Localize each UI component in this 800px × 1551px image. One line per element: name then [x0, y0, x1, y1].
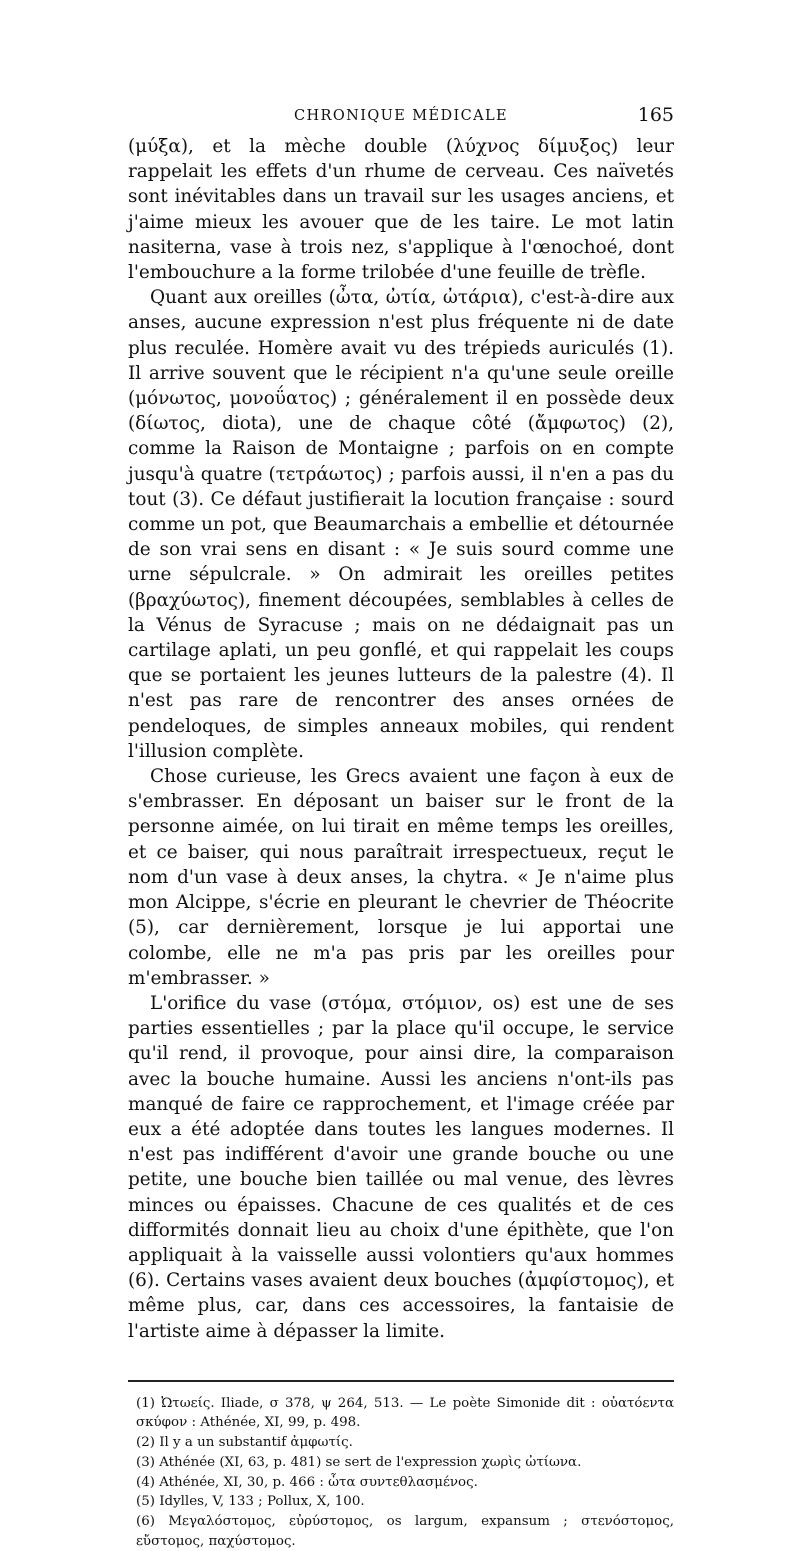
paragraph-1: (μύξα), et la mèche double (λύχνος δίμυξος) leur rappelait les effets d'un rhume de cerveau. Ces naïvetés sont inévitables dans un travail sur les usages anciens, et j'aime mieux les avouer que de les taire. Le mot latin nasiterna, vase à trois nez, s'applique à l'œnochoé, dont l'embouchure a la forme trilobée d'une feuille de trèfle.	[128, 136, 674, 284]
running-header	[128, 104, 674, 134]
footnote-4: (4) Athénée, XI, 30, p. 466 : ὦτα συντεθλασμένος.	[136, 1474, 478, 1490]
paragraph-2: Quant aux oreilles (ὦτα, ὠτία, ὠτάρια), c'est-à-dire aux anses, aucune expression n'est plus fréquente ni de date plus reculée. Homère avait vu des trépieds auriculés (1). Il arrive souvent que le récipient n'a qu'une seule oreille (μόνωτος, μονοΰατος) ; généralement il en possède deux (δίωτος, diota), une de chaque côté (ἄμφωτος) (2), comme la Raison de Montaigne ; parfois on en compte jusqu'à quatre (τετράωτος) ; parfois aussi, il n'en a pas du tout (3). Ce défaut justifierait la locution française : sourd comme un pot, que Beaumarchais a embellie et détournée de son vrai sens en disant : « Je suis sourd comme une urne sépulcrale. » On admirait les oreilles petites (βραχύωτος), finement découpées, semblables à celles de la Vénus de Syracuse ; mais on ne dédaignait pas un cartilage aplati, un peu gonflé, et qui rappelait les coups que se portaient les jeunes lutteurs de la palestre (4). Il n'est pas rare de rencontrer des anses ornées de pendeloques, de simples anneaux mobiles, qui rendent l'illusion complète.	[128, 287, 674, 762]
footnote-5: (5) Idylles, V, 133 ; Pollux, X, 100.	[136, 1494, 365, 1510]
paragraph-3: Chose curieuse, les Grecs avaient une façon à eux de s'embrasser. En déposant un baiser sur le front de la personne aimée, on lui tirait en même temps les oreilles, et ce baiser, qui nous paraîtrait irrespectueux, reçut le nom d'un vase à deux anses, la chytra. « Je n'aime plus mon Alcippe, s'écrie en pleurant le chevrier de Théocrite (5), car dernièrement, lorsque je lui apportai une colombe, elle ne m'a pas pris par les oreilles pour m'embrasser. »	[128, 766, 674, 989]
page-number: 165	[637, 104, 674, 126]
paragraph-4: L'orifice du vase (στόμα, στόμιον, os) est une de ses parties essentielles ; par la place qu'il occupe, le service qu'il rend, il provoque, pour ainsi dire, la comparaison avec la bouche humaine. Aussi les anciens n'ont-ils pas manqué de faire ce rapprochement, et l'image créée par eux a été adoptée dans toutes les langues modernes. Il n'est pas indifférent d'avoir une grande bouche ou une petite, une bouche bien taillée ou mal venue, des lèvres minces ou épaisses. Chacune de ces qualités et de ces difformités donnait lieu au choix d'une épithète, que l'on appliquait à la vaisselle aussi volontiers qu'aux hommes (6). Certains vases avaient deux bouches (ἀμφίστομος), et même plus, car, dans ces accessoires, la fantaisie de l'artiste aime à dépasser la limite.	[128, 992, 674, 1342]
running-title: CHRONIQUE MÉDICALE	[293, 108, 509, 124]
book-page	[128, 104, 674, 1551]
footnotes	[128, 1394, 674, 1551]
main-text	[128, 134, 674, 1344]
footnote-1: (1) Ὠτωείς. Iliade, σ 378, ψ 264, 513. — Le poète Simonide dit : οὐατόεντα σκύφον : Athénée, XI, 99, p. 498.	[136, 1395, 674, 1431]
footnote-separator	[128, 1380, 674, 1382]
footnote-6: (6) Μεγαλόστομος, εὐρύστομος, os largum, expansum ; στενόστομος, εὔστομος, παχύστομος.	[136, 1513, 674, 1549]
footnote-2: (2) Il y a un substantif ἀμφωτίς.	[136, 1435, 353, 1451]
footnote-3: (3) Athénée (XI, 63, p. 481) se sert de l'expression χωρὶς ὠτίωνα.	[136, 1454, 582, 1470]
